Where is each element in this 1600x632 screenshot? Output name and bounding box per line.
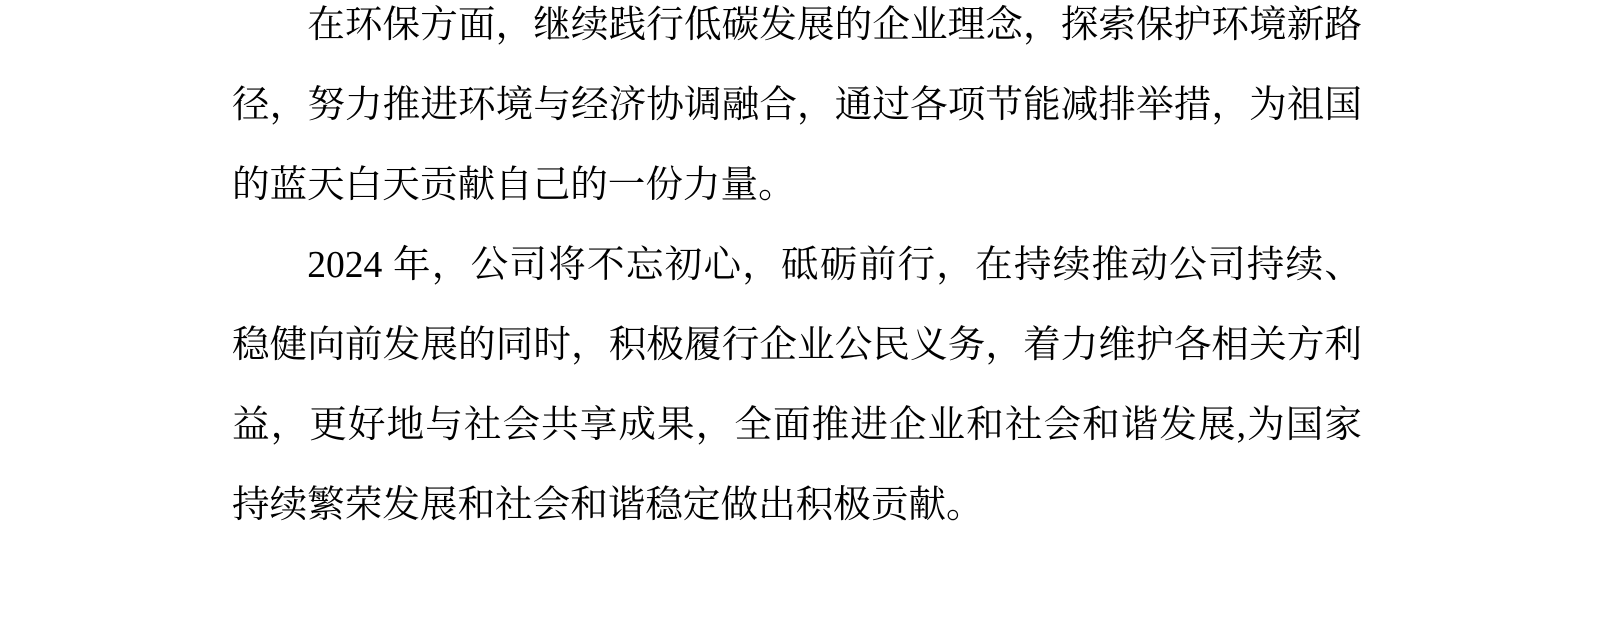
text-block bbox=[232, 0, 1362, 546]
paragraph-2024-outlook: 2024 年，公司将不忘初心，砥砺前行，在持续推动公司持续、稳健向前发展的同时，积极履行企业公民义务，着力维护各相关方利益，更好地与社会共享成果，全面推进企业和社会和谐发展,为国家持续繁荣发展和社会和谐稳定做出积极贡献。 bbox=[232, 245, 1362, 526]
paragraph-environment: 在环保方面，继续践行低碳发展的企业理念，探索保护环境新路径，努力推进环境与经济协调融合，通过各项节能减排举措，为祖国的蓝天白天贡献自己的一份力量。 bbox=[232, 5, 1362, 206]
